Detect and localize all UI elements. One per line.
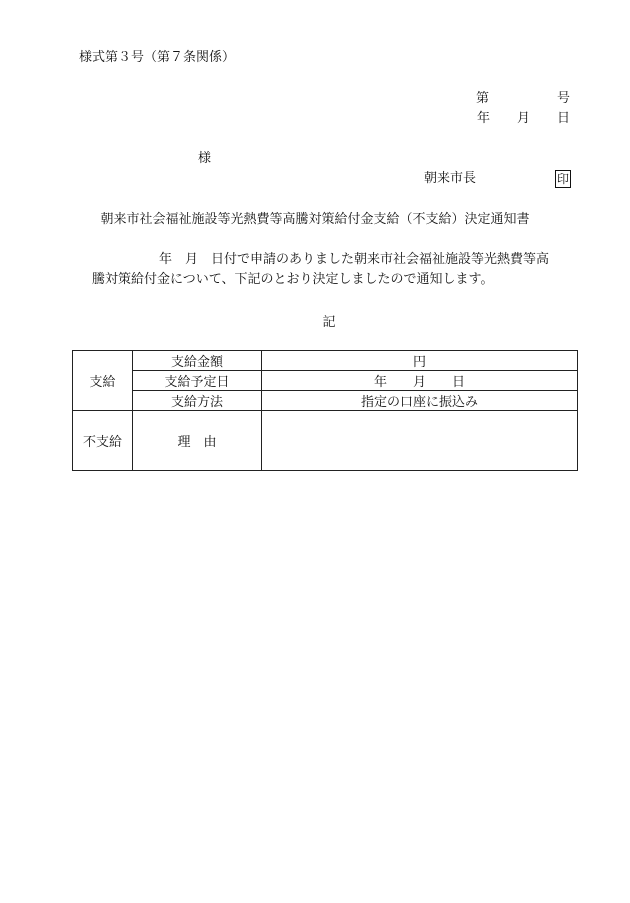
shikyu-amount-label: 支給金額 (133, 351, 262, 371)
reason-value (262, 411, 578, 471)
issuer-name: 朝来市長 (424, 171, 477, 186)
shikyu-label-cell: 支給 (73, 351, 133, 411)
decision-table (72, 350, 578, 471)
table-row (73, 351, 578, 371)
body-text-line-2: 騰対策給付金について、下記のとおり決定しましたので通知します。 (92, 272, 494, 287)
form-number: 様式第３号（第７条関係） (79, 50, 236, 65)
table-row (73, 411, 578, 471)
table-row (73, 371, 578, 391)
body-text-line-1: 年 月 日付で申請のありました朝来市社会福祉施設等光熱費等高 (159, 252, 550, 267)
document-number-prefix: 第 (476, 91, 490, 106)
ki-heading: 記 (322, 315, 336, 330)
document-title: 朝来市社会福祉施設等光熱費等高騰対策給付金支給（不支給）決定通知書 (100, 212, 530, 227)
shikyu-method-value: 指定の口座に振込み (262, 391, 578, 411)
fushikyu-label-cell: 不支給 (73, 411, 133, 471)
seal-stamp: 印 (556, 172, 569, 186)
shikyu-date-value: 年 月 日 (262, 371, 578, 391)
date-year-label: 年 (477, 111, 491, 126)
shikyu-date-label: 支給予定日 (133, 371, 262, 391)
reason-label: 理 由 (133, 411, 262, 471)
shikyu-amount-value: 円 (262, 351, 578, 371)
shikyu-method-label: 支給方法 (133, 391, 262, 411)
recipient-honorific: 様 (198, 151, 212, 166)
table-row (73, 391, 578, 411)
document-number-suffix: 号 (557, 91, 571, 106)
date-day-label: 日 (557, 111, 571, 126)
date-month-label: 月 (517, 111, 531, 126)
